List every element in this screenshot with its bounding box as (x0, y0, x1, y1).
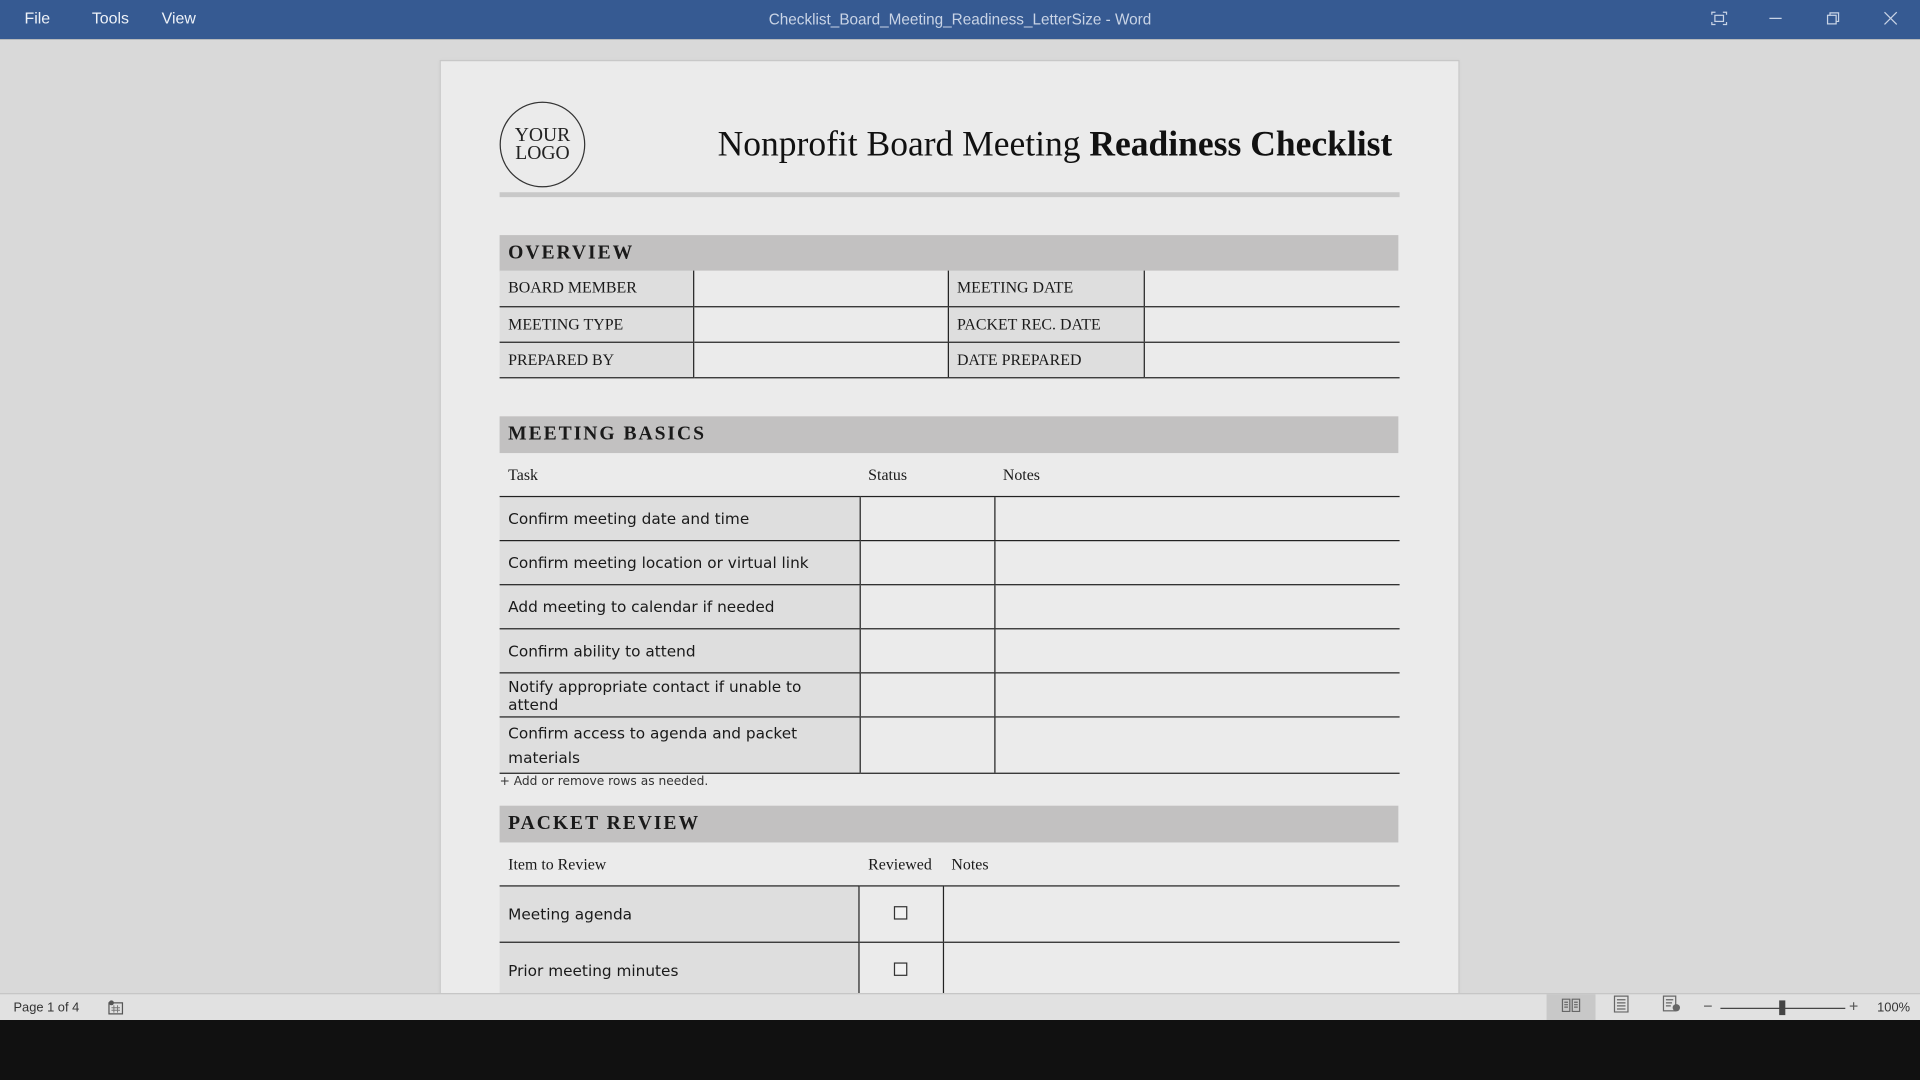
restore-button[interactable] (1821, 7, 1845, 31)
field-label: DATE PREPARED (948, 342, 1144, 378)
add-rows-note: + Add or remove rows as needed. (499, 775, 709, 789)
meeting-basics-table (500, 453, 1400, 774)
section-header-packet-review: PACKET REVIEW (500, 806, 1399, 843)
notes-cell[interactable] (994, 673, 1399, 717)
task-cell: Confirm meeting location or virtual link (500, 541, 860, 585)
zoom-level[interactable]: 100% (1877, 1000, 1911, 1016)
table-header-row (500, 453, 1400, 496)
title-bold: Readiness Checklist (1089, 124, 1393, 165)
menu-tools[interactable]: Tools (91, 8, 130, 27)
document-title (718, 125, 1393, 165)
menu-view[interactable]: View (161, 8, 196, 27)
proofing-icon (108, 999, 124, 1015)
column-header-status: Status (860, 453, 995, 496)
notes-cell[interactable] (994, 541, 1399, 585)
notes-cell[interactable] (994, 497, 1399, 541)
title-divider (500, 192, 1400, 197)
proofing-button[interactable] (108, 999, 124, 1019)
screen-background (0, 1020, 1920, 1080)
logo-placeholder (500, 102, 586, 188)
section-header-overview: OVERVIEW (500, 235, 1399, 272)
table-row (500, 585, 1400, 629)
table-row (500, 717, 1400, 773)
column-header-task: Task (500, 453, 860, 496)
field-label: PACKET REC. DATE (948, 306, 1144, 342)
table-row (500, 541, 1400, 585)
item-cell: Meeting agenda (500, 886, 859, 942)
document-page[interactable] (440, 60, 1460, 993)
overview-row (500, 271, 1400, 307)
status-cell[interactable] (860, 541, 995, 585)
section-header-meeting-basics: MEETING BASICS (500, 416, 1399, 453)
prepared-by-field[interactable] (693, 342, 948, 378)
overview-table (500, 271, 1400, 378)
column-header-item: Item to Review (500, 842, 859, 885)
print-layout-icon (1613, 996, 1630, 1013)
date-prepared-field[interactable] (1144, 342, 1400, 378)
reviewed-cell (858, 942, 942, 993)
reviewed-checkbox[interactable] (894, 906, 907, 919)
title-bar (0, 0, 1920, 39)
field-label: BOARD MEMBER (500, 271, 693, 307)
title-regular: Nonprofit Board Meeting (717, 124, 1090, 165)
zoom-out-button[interactable]: − (1703, 996, 1713, 1016)
status-cell[interactable] (860, 717, 995, 773)
task-cell: Notify appropriate contact if unable to attend (500, 673, 860, 717)
web-layout-icon (1662, 996, 1682, 1013)
web-layout-button[interactable] (1647, 994, 1696, 1021)
table-row (500, 497, 1400, 541)
logo-text-line1: YOUR (514, 124, 571, 146)
status-cell[interactable] (860, 673, 995, 717)
meeting-type-field[interactable] (693, 306, 948, 342)
print-layout-button[interactable] (1597, 994, 1646, 1021)
overview-row (500, 342, 1400, 378)
status-cell[interactable] (860, 585, 995, 629)
reviewed-checkbox[interactable] (894, 962, 907, 975)
field-label: MEETING DATE (948, 271, 1144, 307)
focus-mode-button[interactable] (1707, 7, 1731, 31)
reviewed-cell (858, 886, 942, 942)
task-cell: Confirm meeting date and time (500, 497, 860, 541)
task-cell: Confirm access to agenda and packet materials (500, 717, 860, 773)
item-cell: Prior meeting minutes (500, 942, 859, 993)
task-cell: Confirm ability to attend (500, 629, 860, 673)
notes-cell[interactable] (994, 717, 1399, 773)
table-row (500, 886, 1400, 942)
field-label: PREPARED BY (500, 342, 693, 378)
document-workspace[interactable] (0, 39, 1920, 993)
notes-cell[interactable] (943, 942, 1400, 993)
minimize-button[interactable] (1763, 7, 1787, 31)
status-cell[interactable] (860, 629, 995, 673)
meeting-date-field[interactable] (1144, 271, 1400, 307)
packet-review-table (500, 842, 1400, 993)
minimize-icon (1768, 11, 1783, 26)
column-header-notes: Notes (943, 842, 1400, 885)
column-header-reviewed: Reviewed (858, 842, 942, 885)
status-bar (0, 993, 1920, 1021)
zoom-slider-thumb[interactable] (1779, 1000, 1785, 1015)
read-mode-button[interactable] (1547, 994, 1596, 1021)
focus-mode-icon (1711, 11, 1728, 26)
window-title: Checklist_Board_Meeting_Readiness_LetterSize - Word (768, 11, 1152, 29)
packet-rec-date-field[interactable] (1144, 306, 1400, 342)
close-icon (1883, 11, 1898, 26)
column-header-notes: Notes (994, 453, 1399, 496)
notes-cell[interactable] (994, 585, 1399, 629)
menu-file[interactable]: File (24, 8, 51, 27)
table-row (500, 673, 1400, 717)
board-member-field[interactable] (693, 271, 948, 307)
task-cell: Add meeting to calendar if needed (500, 585, 860, 629)
close-button[interactable] (1878, 7, 1902, 31)
field-label: MEETING TYPE (500, 306, 693, 342)
table-row (500, 942, 1400, 993)
logo-text-line2: LOGO (515, 143, 570, 165)
zoom-in-button[interactable]: + (1848, 996, 1859, 1016)
read-mode-icon (1561, 998, 1581, 1013)
page-indicator[interactable]: Page 1 of 4 (13, 1000, 80, 1016)
notes-cell[interactable] (943, 886, 1400, 942)
table-header-row (500, 842, 1400, 885)
table-row (500, 629, 1400, 673)
overview-row (500, 306, 1400, 342)
status-cell[interactable] (860, 497, 995, 541)
restore-icon (1826, 11, 1841, 26)
notes-cell[interactable] (994, 629, 1399, 673)
